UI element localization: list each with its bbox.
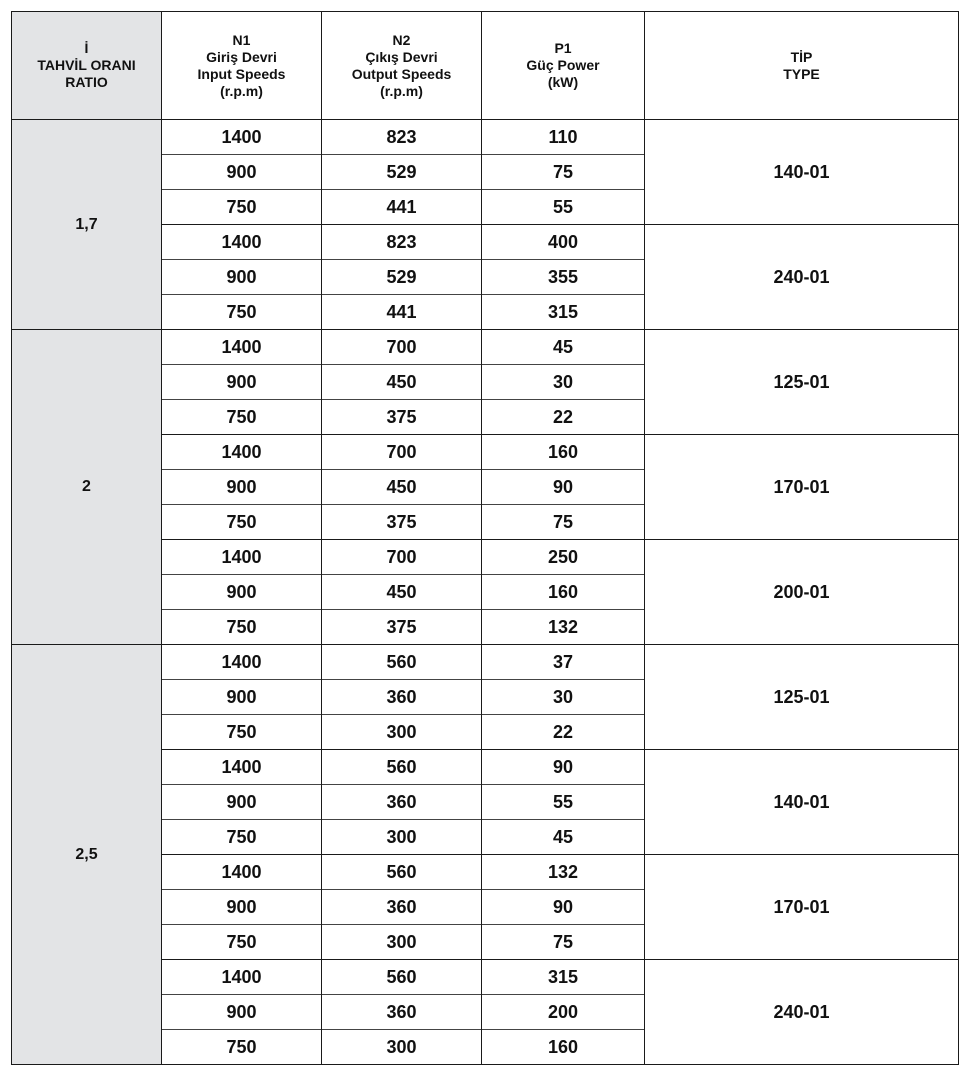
p1-cell: 400 — [482, 225, 645, 260]
p1-cell: 315 — [482, 960, 645, 995]
header-ratio-symbol: İ — [84, 40, 89, 56]
n1-cell: 1400 — [162, 645, 322, 680]
n1-cell: 1400 — [162, 435, 322, 470]
header-n1-symbol: N1 — [232, 31, 251, 48]
type-cell: 240-01 — [645, 225, 959, 330]
n2-cell: 300 — [322, 820, 482, 855]
n2-cell: 450 — [322, 470, 482, 505]
n2-cell: 700 — [322, 435, 482, 470]
n2-cell: 560 — [322, 645, 482, 680]
header-p1 — [482, 12, 645, 120]
p1-cell: 132 — [482, 855, 645, 890]
n1-cell: 1400 — [162, 960, 322, 995]
header-type — [645, 12, 959, 120]
n1-cell: 900 — [162, 260, 322, 295]
n1-cell: 900 — [162, 785, 322, 820]
type-cell: 140-01 — [645, 120, 959, 225]
p1-cell: 75 — [482, 505, 645, 540]
p1-cell: 30 — [482, 365, 645, 400]
n1-cell: 750 — [162, 400, 322, 435]
n2-cell: 441 — [322, 295, 482, 330]
table-header — [12, 12, 959, 120]
ratio-cell: 1,7 — [12, 120, 162, 330]
header-type-tr: TİP — [790, 48, 813, 65]
header-n1 — [162, 12, 322, 120]
p1-cell: 75 — [482, 925, 645, 960]
header-p1-label: Güç Power — [526, 57, 600, 73]
p1-cell: 90 — [482, 470, 645, 505]
n1-cell: 900 — [162, 995, 322, 1030]
n2-cell: 300 — [322, 1030, 482, 1065]
ratio-cell: 2 — [12, 330, 162, 645]
n1-cell: 750 — [162, 1030, 322, 1065]
n2-cell: 823 — [322, 225, 482, 260]
type-cell: 170-01 — [645, 435, 959, 540]
p1-cell: 55 — [482, 190, 645, 225]
n1-cell: 750 — [162, 190, 322, 225]
n1-cell: 900 — [162, 680, 322, 715]
n2-cell: 360 — [322, 995, 482, 1030]
p1-cell: 160 — [482, 575, 645, 610]
header-n1-tr: Giriş Devri — [206, 48, 277, 65]
p1-cell: 90 — [482, 890, 645, 925]
header-ratio-tr: TAHVİL ORANI — [37, 57, 136, 73]
n2-cell: 450 — [322, 365, 482, 400]
n2-cell: 700 — [322, 540, 482, 575]
type-cell: 200-01 — [645, 540, 959, 645]
header-n2-tr: Çıkış Devri — [365, 48, 438, 65]
p1-cell: 132 — [482, 610, 645, 645]
n2-cell: 360 — [322, 890, 482, 925]
header-ratio — [12, 12, 162, 120]
n2-cell: 300 — [322, 715, 482, 750]
n1-cell: 900 — [162, 575, 322, 610]
type-cell: 240-01 — [645, 960, 959, 1065]
header-row — [12, 12, 959, 120]
p1-cell: 355 — [482, 260, 645, 295]
n1-cell: 750 — [162, 820, 322, 855]
p1-cell: 55 — [482, 785, 645, 820]
header-n2 — [322, 12, 482, 120]
p1-cell: 45 — [482, 330, 645, 365]
p1-cell: 90 — [482, 750, 645, 785]
p1-cell: 200 — [482, 995, 645, 1030]
table-body — [12, 120, 959, 1065]
p1-cell: 75 — [482, 155, 645, 190]
n1-cell: 1400 — [162, 120, 322, 155]
n2-cell: 375 — [322, 400, 482, 435]
p1-cell: 110 — [482, 120, 645, 155]
p1-cell: 45 — [482, 820, 645, 855]
n1-cell: 1400 — [162, 750, 322, 785]
n1-cell: 900 — [162, 155, 322, 190]
n1-cell: 750 — [162, 925, 322, 960]
n2-cell: 529 — [322, 260, 482, 295]
header-p1-unit: (kW) — [547, 74, 579, 90]
header-n1-en: Input Speeds — [197, 65, 286, 82]
type-cell: 170-01 — [645, 855, 959, 960]
n2-cell: 700 — [322, 330, 482, 365]
gearbox-spec-table — [11, 11, 959, 1065]
n2-cell: 560 — [322, 855, 482, 890]
table-row — [12, 645, 959, 680]
n2-cell: 300 — [322, 925, 482, 960]
n1-cell: 1400 — [162, 855, 322, 890]
n1-cell: 1400 — [162, 330, 322, 365]
header-n2-unit: (r.p.m) — [380, 82, 423, 99]
n1-cell: 1400 — [162, 225, 322, 260]
header-n2-symbol: N2 — [392, 31, 411, 48]
p1-cell: 250 — [482, 540, 645, 575]
n2-cell: 823 — [322, 120, 482, 155]
n1-cell: 750 — [162, 295, 322, 330]
type-cell: 125-01 — [645, 330, 959, 435]
p1-cell: 22 — [482, 715, 645, 750]
type-cell: 140-01 — [645, 750, 959, 855]
n1-cell: 750 — [162, 610, 322, 645]
header-n2-en: Output Speeds — [351, 65, 452, 82]
ratio-cell: 2,5 — [12, 645, 162, 1065]
p1-cell: 315 — [482, 295, 645, 330]
n2-cell: 529 — [322, 155, 482, 190]
n2-cell: 360 — [322, 680, 482, 715]
n2-cell: 450 — [322, 575, 482, 610]
n2-cell: 375 — [322, 505, 482, 540]
n1-cell: 750 — [162, 715, 322, 750]
n2-cell: 360 — [322, 785, 482, 820]
p1-cell: 160 — [482, 1030, 645, 1065]
header-type-en: TYPE — [783, 65, 820, 82]
n1-cell: 900 — [162, 890, 322, 925]
header-p1-symbol: P1 — [554, 40, 572, 56]
table-row — [12, 120, 959, 155]
p1-cell: 160 — [482, 435, 645, 470]
p1-cell: 22 — [482, 400, 645, 435]
header-n1-unit: (r.p.m) — [220, 82, 263, 99]
n2-cell: 375 — [322, 610, 482, 645]
n1-cell: 1400 — [162, 540, 322, 575]
n1-cell: 750 — [162, 505, 322, 540]
n1-cell: 900 — [162, 365, 322, 400]
table-row — [12, 330, 959, 365]
n2-cell: 560 — [322, 750, 482, 785]
p1-cell: 30 — [482, 680, 645, 715]
n1-cell: 900 — [162, 470, 322, 505]
n2-cell: 560 — [322, 960, 482, 995]
p1-cell: 37 — [482, 645, 645, 680]
type-cell: 125-01 — [645, 645, 959, 750]
header-ratio-en: RATIO — [65, 74, 108, 90]
n2-cell: 441 — [322, 190, 482, 225]
